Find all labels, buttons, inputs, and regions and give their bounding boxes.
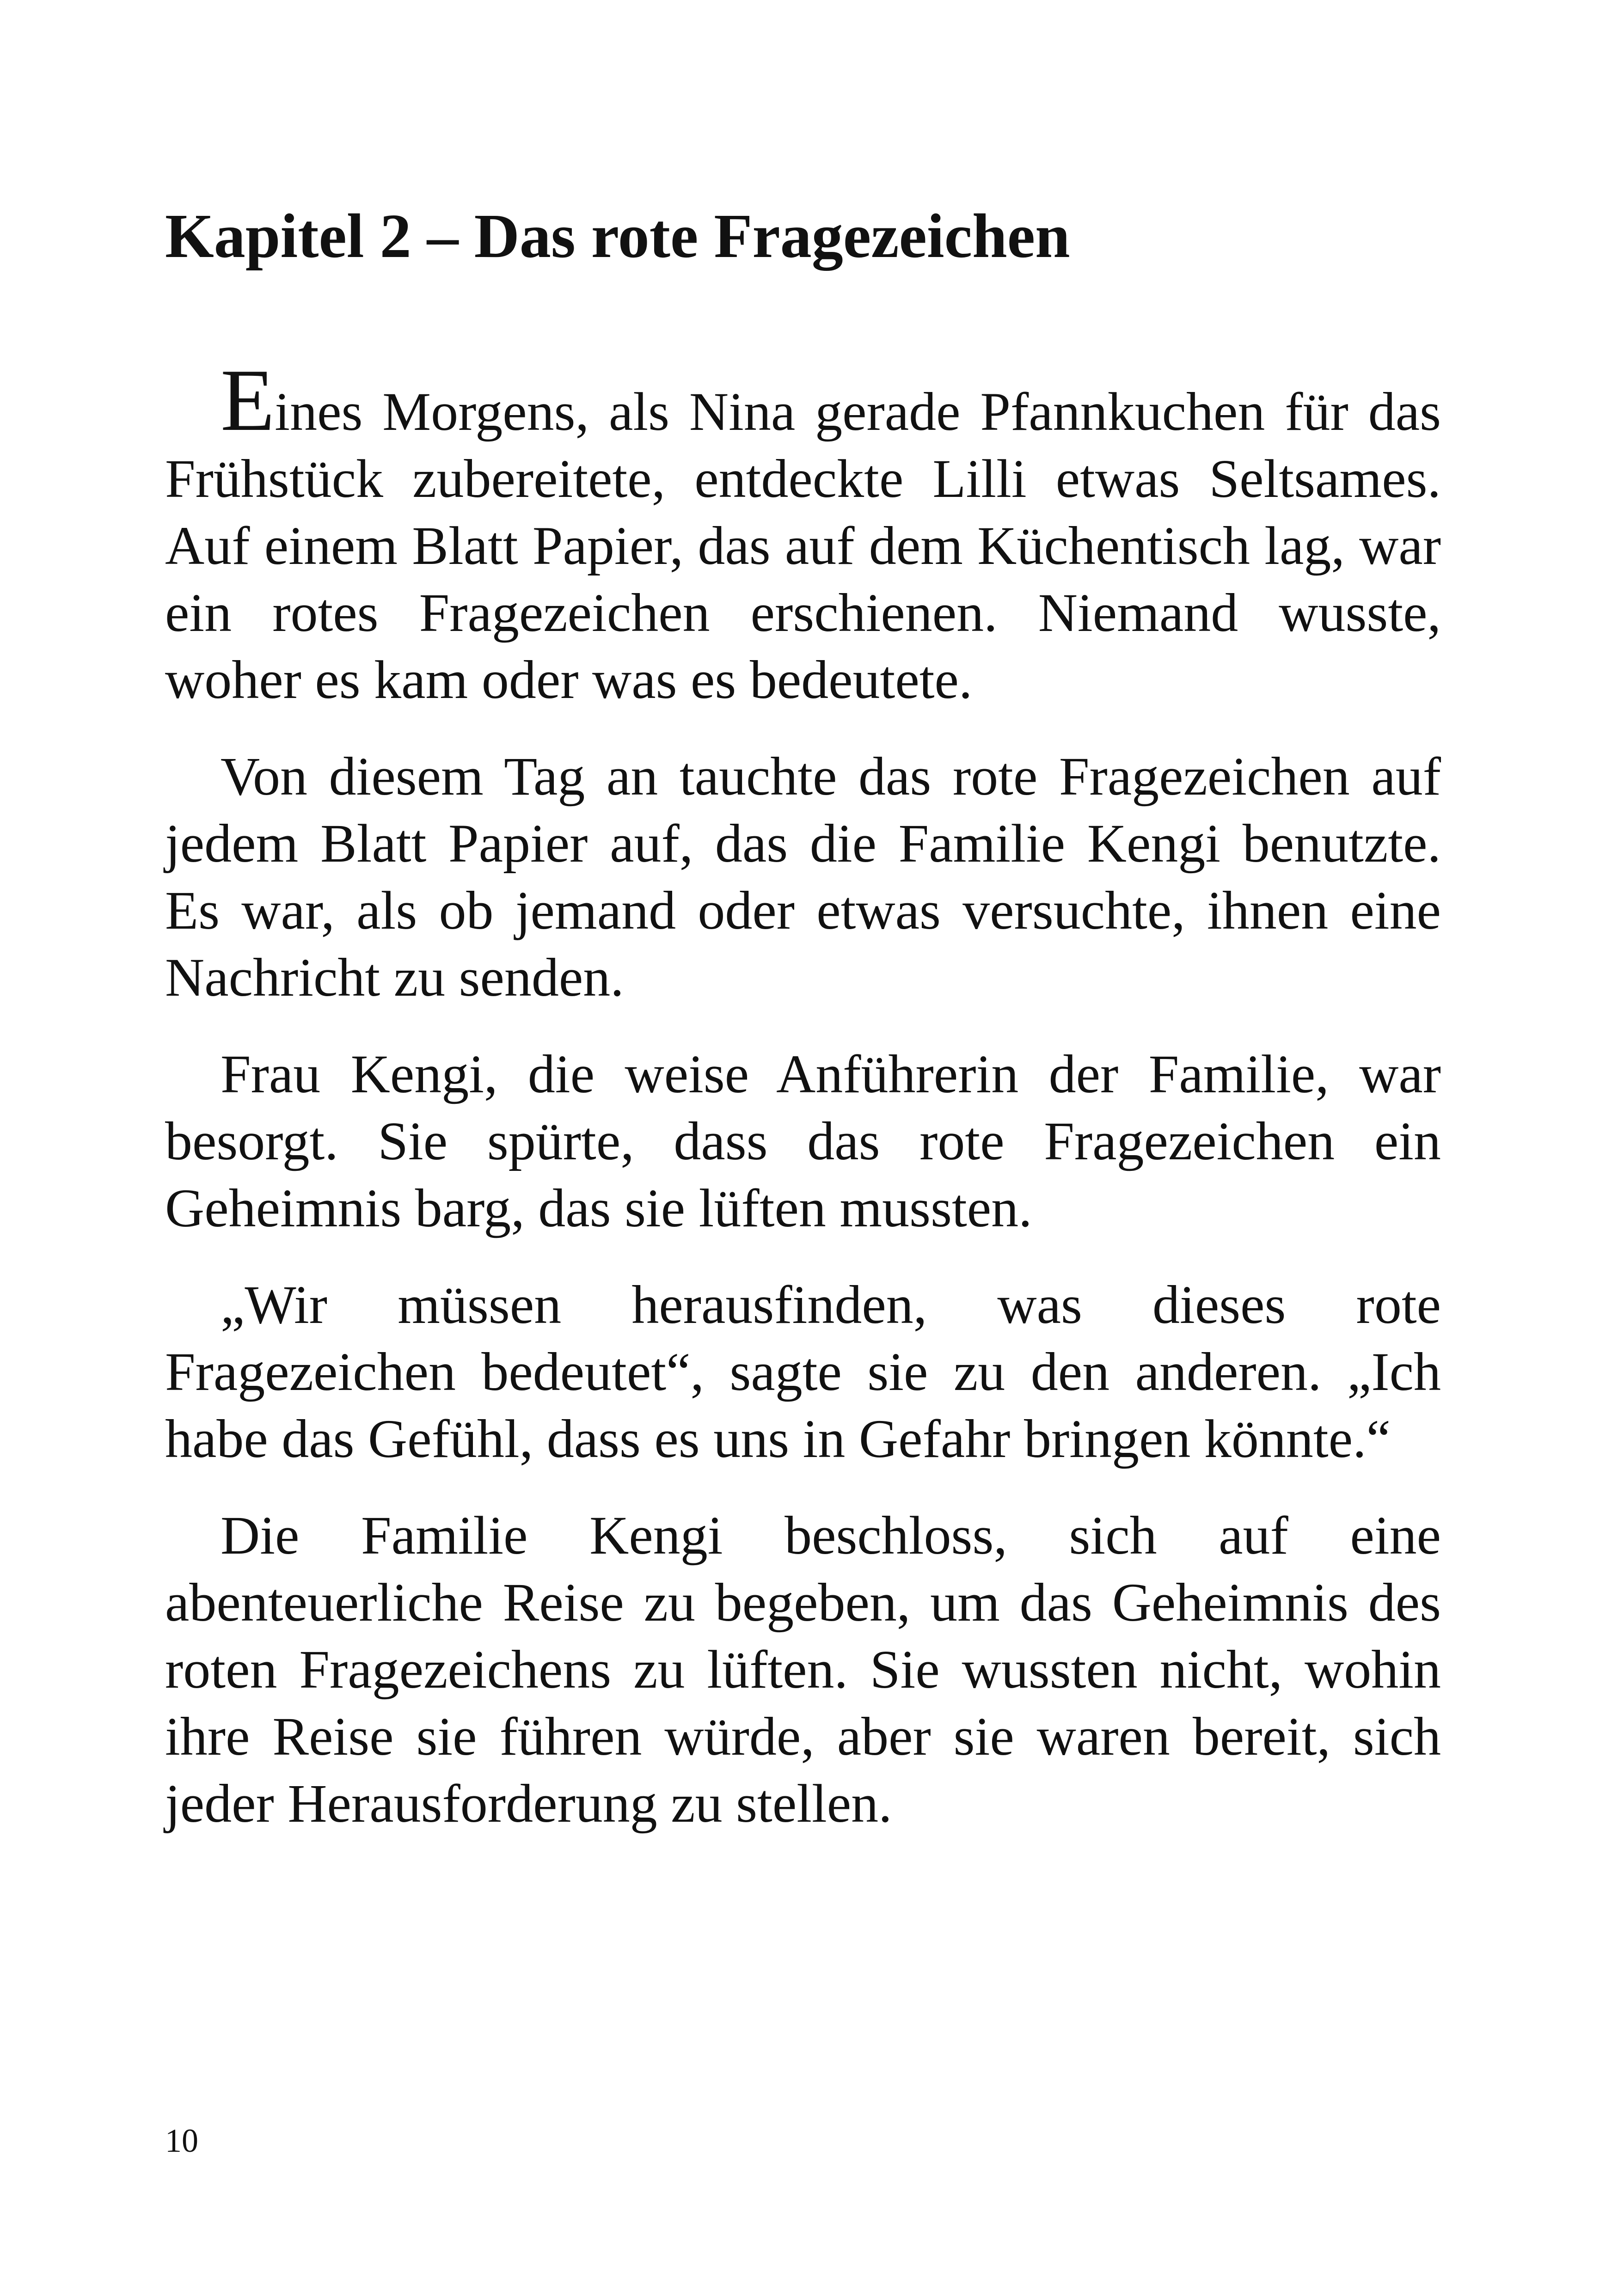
chapter-title: Kapitel 2 – Das rote Fragezeichen xyxy=(165,202,1070,271)
paragraph-3: Frau Kengi, die weise Anführerin der Familie, war besorgt. Sie spürte, dass das rote Fragezeichen ein Geheimnis barg, das sie lüften mussten. xyxy=(165,1044,1441,1238)
paragraph-4: „Wir müssen herausfinden, was dieses rote Fragezeichen bedeutet“, sagte sie zu den anderen. „Ich habe das Gefühl, dass es uns in Gefahr bringen könnte.“ xyxy=(165,1274,1441,1469)
drop-cap: E xyxy=(221,351,275,449)
paragraph-1 xyxy=(165,351,1441,713)
chapter-body xyxy=(165,351,1441,1867)
page-number: 10 xyxy=(165,2122,198,2159)
paragraph-2: Von diesem Tag an tauchte das rote Fragezeichen auf jedem Blatt Papier auf, das die Familie Kengi benutzte. Es war, als ob jemand oder etwas versuchte, ihnen eine Nachricht zu senden. xyxy=(165,746,1441,1008)
paragraph-5: Die Familie Kengi beschloss, sich auf eine abenteuerliche Reise zu begeben, um das Geheimnis des roten Fragezeichens zu lüften. Sie wussten nicht, wohin ihre Reise sie führen würde, aber sie waren bereit, sich jeder Herausforderung zu stellen. xyxy=(165,1505,1441,1834)
paragraph-1-text: ines Morgens, als Nina gerade Pfannkuchen für das Frühstück zubereitete, entdeckte Lilli etwas Seltsames. Auf einem Blatt Papier, das auf dem Küchentisch lag, war ein rotes Fragezeichen erschienen. Niemand wusste, woher es kam oder was es bedeutete. xyxy=(165,381,1441,710)
